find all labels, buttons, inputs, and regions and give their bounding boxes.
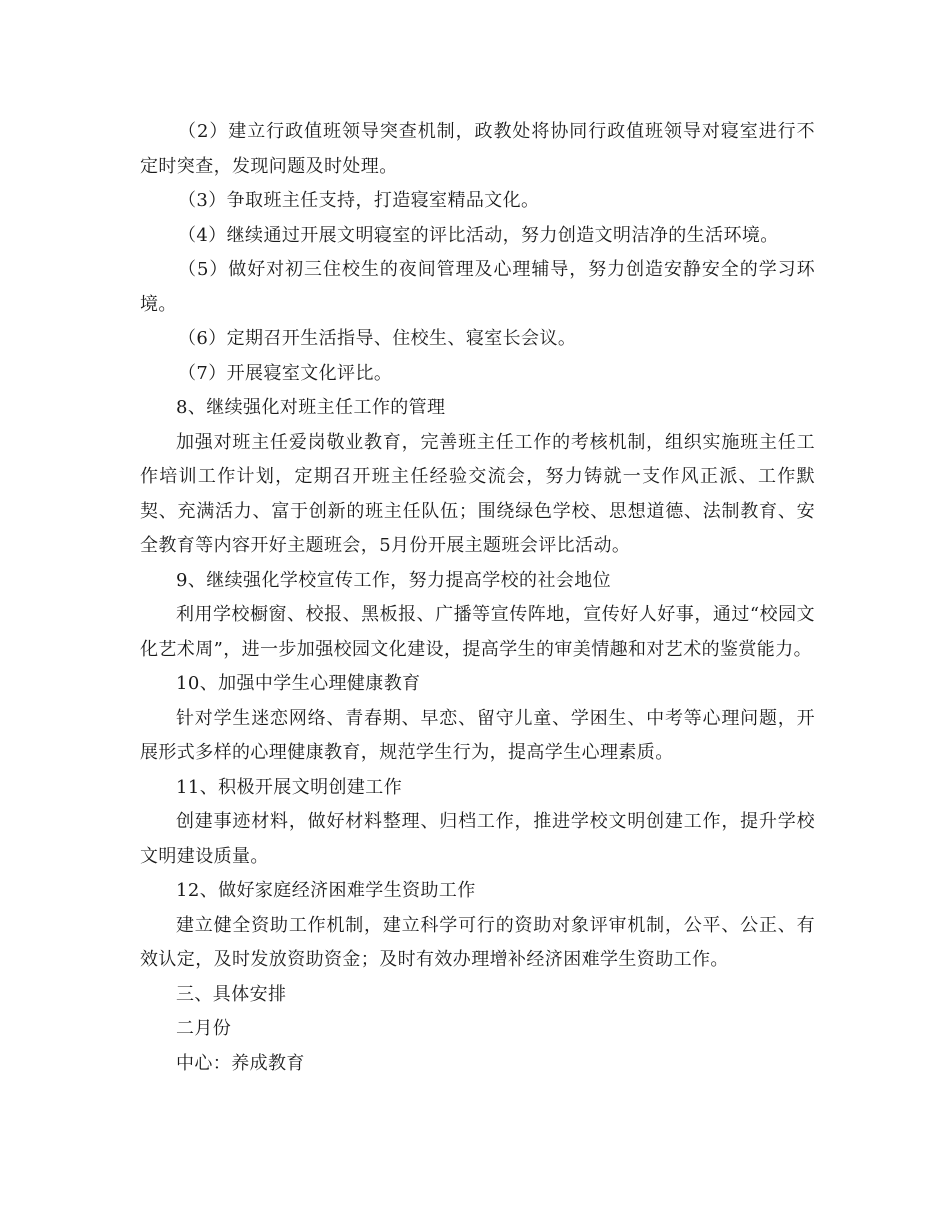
- section-heading-10: 10、加强中学生心理健康教育: [176, 673, 421, 694]
- section-body-9: 利用学校橱窗、校报、黑板报、广播等宣传阵地，宣传好人好事，通过“校园文化艺术周”，进一步加强校园文化建设，提高学生的审美情趣和对艺术的鉴赏能力。: [140, 604, 815, 660]
- section-body-8: 加强对班主任爱岗敬业教育，完善班主任工作的考核机制，组织实施班主任工作培训工作计划，定期召开班主任经验交流会，努力铸就一支作风正派、工作默契、充满活力、富于创新的班主任队伍；围绕绿色学校、思想道德、法制教育、安全教育等内容开好主题班会，5月份开展主题班会评比活动。: [140, 431, 815, 556]
- list-item-3: （3）争取班主任支持，打造寝室精品文化。: [178, 190, 540, 211]
- section-heading-9: 9、继续强化学校宣传工作，努力提高学校的社会地位: [176, 569, 612, 591]
- section-heading-12: 12、做好家庭经济困难学生资助工作: [176, 880, 476, 901]
- part-heading-3: 三、具体安排: [176, 983, 287, 1005]
- list-item-4: （4）继续通过开展文明寝室的评比活动，努力创造文明洁净的生活环境。: [178, 224, 779, 246]
- list-item-2: （2）建立行政值班领导突查机制，政教处将协同行政值班领导对寝室进行不定时突查，发现问题及时处理。: [140, 121, 815, 177]
- section-heading-8: 8、继续强化对班主任工作的管理: [176, 397, 446, 418]
- section-heading-11: 11、积极开展文明创建工作: [176, 776, 403, 798]
- list-item-5: （5）做好对初三住校生的夜间管理及心理辅导，努力创造安静安全的学习环境。: [140, 259, 815, 315]
- section-body-12: 建立健全资助工作机制，建立科学可行的资助对象评审机制，公平、公正、有效认定，及时发放资助资金；及时有效办理增补经济困难学生资助工作。: [140, 914, 815, 970]
- month-focus: 中心：养成教育: [176, 1052, 305, 1074]
- list-item-6: （6）定期召开生活指导、住校生、寝室长会议。: [178, 328, 577, 349]
- document-body: [140, 115, 815, 1081]
- month-heading: 二月份: [176, 1018, 232, 1039]
- list-item-7: （7）开展寝室文化评比。: [178, 362, 393, 384]
- section-body-10: 针对学生迷恋网络、青春期、早恋、留守儿童、学困生、中考等心理问题，开展形式多样的心理健康教育，规范学生行为，提高学生心理素质。: [140, 707, 815, 763]
- section-body-11: 创建事迹材料，做好材料整理、归档工作，推进学校文明创建工作，提升学校文明建设质量。: [140, 811, 815, 867]
